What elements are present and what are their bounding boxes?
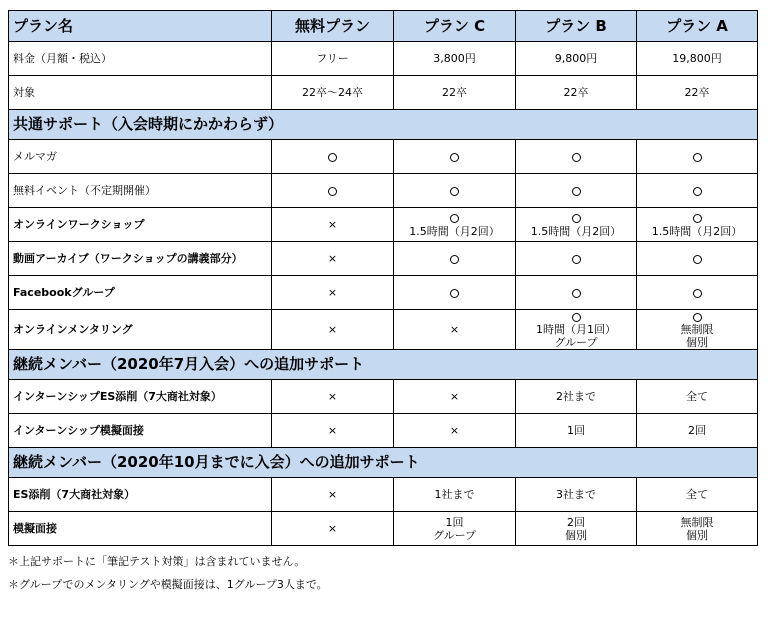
cell-plan-b: [516, 512, 637, 546]
section-title: 共通サポート（入会時期にかかわらず）: [9, 110, 758, 140]
unavailable-mark: ×: [449, 390, 460, 403]
cell-free-plan: [272, 380, 394, 414]
table-row: [9, 380, 758, 414]
cell-plan-a: [637, 242, 758, 276]
available-mark: [641, 310, 753, 323]
table-row: [9, 512, 758, 546]
cell-plan-c: [394, 76, 516, 110]
header-plan-name: プラン名: [9, 11, 272, 42]
cell-text: 個別: [686, 528, 708, 542]
cell-free-plan: [272, 76, 394, 110]
available-mark: [398, 150, 511, 163]
cell-plan-b: [516, 276, 637, 310]
row-label: 対象: [9, 76, 272, 110]
cell-plan-a: [637, 512, 758, 546]
available-mark: [520, 212, 632, 225]
table-row: [9, 310, 758, 350]
circle-icon: [693, 153, 702, 162]
available-mark: [641, 212, 753, 225]
row-label: 動画アーカイブ（ワークショップの講義部分）: [9, 242, 272, 276]
available-mark: [276, 150, 389, 163]
circle-icon: [450, 187, 459, 196]
available-mark: [641, 286, 753, 299]
plan-comparison: [8, 10, 757, 601]
cell-free-plan: [272, 512, 394, 546]
circle-icon: [572, 313, 581, 322]
cell-free-plan: [272, 414, 394, 448]
unavailable-mark: ×: [327, 218, 338, 231]
cell-text: 3,800円: [433, 52, 476, 65]
circle-icon: [572, 214, 581, 223]
cell-plan-b: [516, 478, 637, 512]
footnote: ＊上記サポートに「筆記テスト対策」は含まれていません。: [8, 555, 306, 568]
unavailable-mark: ×: [327, 424, 338, 437]
row-label: メルマガ: [9, 140, 272, 174]
cell-plan-c: [394, 242, 516, 276]
cell-plan-a: [637, 208, 758, 242]
row-label: 模擬面接: [9, 512, 272, 546]
cell-plan-b: [516, 42, 637, 76]
circle-icon: [693, 187, 702, 196]
unavailable-mark: ×: [327, 323, 338, 336]
cell-text: 全て: [686, 390, 708, 403]
cell-text: 19,800円: [672, 52, 722, 65]
table-row: [9, 242, 758, 276]
row-label: オンラインメンタリング: [9, 310, 272, 350]
cell-text: 1回: [445, 515, 464, 529]
cell-plan-c: [394, 174, 516, 208]
section-header-row: [9, 350, 758, 380]
table-row: [9, 276, 758, 310]
cell-plan-a: [637, 414, 758, 448]
cell-text: フリー: [316, 52, 349, 65]
circle-icon: [572, 255, 581, 264]
cell-plan-b: [516, 174, 637, 208]
row-label: ES添削（7大商社対象）: [9, 478, 272, 512]
cell-plan-c: [394, 208, 516, 242]
table-row: [9, 140, 758, 174]
cell-text: 全て: [686, 488, 708, 501]
circle-icon: [450, 255, 459, 264]
cell-plan-b: [516, 140, 637, 174]
available-mark: [398, 286, 511, 299]
cell-text: 2回: [688, 424, 706, 437]
available-mark: [520, 184, 632, 197]
cell-plan-b: [516, 208, 637, 242]
available-mark: [520, 150, 632, 163]
cell-plan-a: [637, 76, 758, 110]
circle-icon: [572, 153, 581, 162]
cell-text: グループ: [432, 528, 477, 542]
circle-icon: [693, 313, 702, 322]
cell-plan-c: [394, 140, 516, 174]
cell-text: 1.5時間（月2回）: [409, 224, 500, 238]
table-row: [9, 76, 758, 110]
cell-plan-b: [516, 310, 637, 350]
cell-text: 9,800円: [554, 52, 598, 65]
header-plan-c: プラン C: [394, 11, 516, 42]
cell-plan-a: [637, 140, 758, 174]
cell-free-plan: [272, 174, 394, 208]
section-header-row: [9, 448, 758, 478]
cell-plan-c: [394, 276, 516, 310]
cell-plan-b: [516, 380, 637, 414]
row-label: Facebookグループ: [9, 276, 272, 310]
unavailable-mark: ×: [327, 286, 338, 299]
circle-icon: [450, 153, 459, 162]
cell-free-plan: [272, 42, 394, 76]
available-mark: [398, 184, 511, 197]
cell-text: 3社まで: [556, 488, 596, 501]
header-plan-b: プラン B: [516, 11, 637, 42]
cell-text: 22卒: [563, 86, 589, 99]
cell-free-plan: [272, 140, 394, 174]
cell-text: 2社まで: [556, 390, 596, 403]
cell-text: 1社まで: [434, 488, 475, 501]
cell-plan-a: [637, 174, 758, 208]
unavailable-mark: ×: [327, 488, 338, 501]
section-title: 継続メンバー（2020年10月までに入会）への追加サポート: [9, 448, 758, 478]
unavailable-mark: ×: [327, 390, 338, 403]
cell-text: 個別: [686, 336, 708, 349]
available-mark: [520, 310, 632, 323]
table-row: [9, 174, 758, 208]
cell-plan-b: [516, 414, 637, 448]
cell-free-plan: [272, 310, 394, 350]
cell-text: 1.5時間（月2回）: [651, 224, 743, 238]
circle-icon: [328, 153, 337, 162]
cell-plan-a: [637, 42, 758, 76]
cell-text: 個別: [565, 528, 587, 542]
cell-plan-a: [637, 380, 758, 414]
row-label: インターンシップ模擬面接: [9, 414, 272, 448]
header-free-plan: 無料プラン: [272, 11, 394, 42]
cell-plan-b: [516, 76, 637, 110]
cell-plan-a: [637, 310, 758, 350]
cell-plan-c: [394, 414, 516, 448]
header-plan-a: プラン A: [637, 11, 758, 42]
section-header-row: [9, 110, 758, 140]
table-row: [9, 208, 758, 242]
circle-icon: [450, 289, 459, 298]
cell-plan-b: [516, 242, 637, 276]
plan-comparison-table: [8, 10, 758, 546]
available-mark: [641, 150, 753, 163]
row-label: 料金（月額・税込）: [9, 42, 272, 76]
cell-text: 2回: [567, 515, 585, 529]
table-row: [9, 414, 758, 448]
circle-icon: [693, 214, 702, 223]
unavailable-mark: ×: [327, 522, 338, 535]
cell-plan-a: [637, 478, 758, 512]
cell-text: 1時間（月1回）: [536, 323, 616, 336]
cell-text: 1回: [567, 424, 585, 437]
cell-plan-c: [394, 310, 516, 350]
available-mark: [641, 252, 753, 265]
available-mark: [520, 252, 632, 265]
available-mark: [276, 184, 389, 197]
cell-plan-c: [394, 512, 516, 546]
row-label: インターンシップES添削（7大商社対象）: [9, 380, 272, 414]
circle-icon: [328, 187, 337, 196]
available-mark: [520, 286, 632, 299]
available-mark: [398, 252, 511, 265]
circle-icon: [572, 187, 581, 196]
footnote: ＊グループでのメンタリングや模擬面接は、1グループ3人まで。: [8, 578, 328, 591]
circle-icon: [450, 214, 459, 223]
cell-plan-c: [394, 380, 516, 414]
cell-free-plan: [272, 242, 394, 276]
cell-text: 無制限: [680, 515, 714, 529]
unavailable-mark: ×: [327, 252, 338, 265]
circle-icon: [572, 289, 581, 298]
cell-text: 1.5時間（月2回）: [530, 224, 622, 238]
cell-plan-c: [394, 42, 516, 76]
available-mark: [398, 212, 511, 225]
unavailable-mark: ×: [449, 424, 460, 437]
table-row: [9, 478, 758, 512]
cell-plan-c: [394, 478, 516, 512]
available-mark: [641, 184, 753, 197]
row-label: オンラインワークショップ: [9, 208, 272, 242]
cell-text: 22卒: [684, 86, 710, 99]
section-title: 継続メンバー（2020年7月入会）への追加サポート: [9, 350, 758, 380]
cell-text: グループ: [554, 336, 598, 349]
cell-free-plan: [272, 208, 394, 242]
cell-free-plan: [272, 276, 394, 310]
circle-icon: [693, 289, 702, 298]
header-row: [9, 11, 758, 42]
row-label: 無料イベント（不定期開催）: [9, 174, 272, 208]
cell-text: 無制限: [680, 323, 714, 336]
cell-plan-a: [637, 276, 758, 310]
circle-icon: [693, 255, 702, 264]
cell-text: 22卒: [442, 86, 467, 99]
cell-free-plan: [272, 478, 394, 512]
footnotes: [8, 555, 757, 591]
unavailable-mark: ×: [449, 323, 460, 336]
table-row: [9, 42, 758, 76]
cell-text: 22卒～24卒: [302, 86, 363, 99]
